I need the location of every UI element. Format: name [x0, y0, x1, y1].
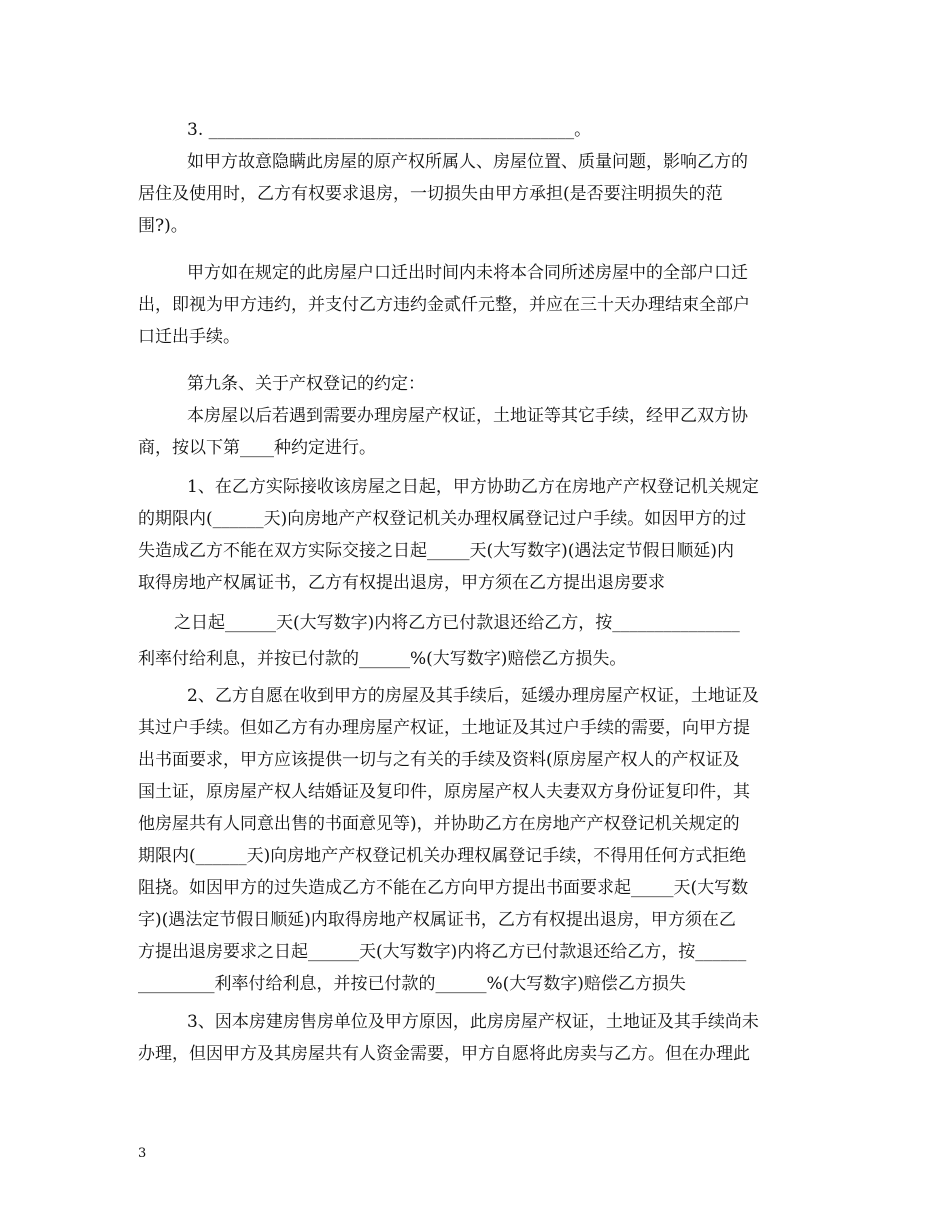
text-line: _________利率付给利息，并按已付款的______%(大写数字)赔偿乙方损失: [138, 974, 686, 994]
text-line: 口迁出手续。: [138, 327, 240, 347]
text-line: 居住及使用时，乙方有权要求退房，一切损失由甲方承担(是否要注明损失的范: [138, 184, 723, 204]
text-line: 期限内(______天)向房地产产权登记机关办理权属登记手续，不得用任何方式拒绝: [138, 846, 747, 866]
page-number: 3: [138, 1146, 147, 1161]
text-line: 甲方如在规定的此房屋户口迁出时间内未将本合同所述房屋中的全部户口迁: [187, 263, 748, 283]
text-line: 办理，但因甲方及其房屋共有人资金需要，甲方自愿将此房卖与乙方。但在办理此: [138, 1044, 750, 1064]
text-line: 第九条、关于产权登记的约定：: [187, 374, 425, 394]
text-line: 3. ___________________________________________。: [187, 120, 592, 140]
text-line: 围?)。: [138, 216, 188, 236]
text-line: 取得房地产权属证书，乙方有权提出退房，甲方须在乙方提出退房要求: [138, 573, 665, 593]
text-line: 之日起______天(大写数字)内将乙方已付款退还给乙方，按_______________: [174, 613, 740, 633]
text-line: 方提出退房要求之日起______天(大写数字)内将乙方已付款退还给乙方，按______: [138, 942, 747, 962]
text-line: 利率付给利息，并按已付款的______%(大写数字)赔偿乙方损失。: [138, 649, 627, 669]
text-line: 商，按以下第____种约定进行。: [138, 438, 376, 458]
text-line: 如甲方故意隐瞒此房屋的原产权所属人、房屋位置、质量问题，影响乙方的: [187, 152, 748, 172]
text-line: 1、在乙方实际接收该房屋之日起，甲方协助乙方在房地产产权登记机关规定: [187, 477, 759, 497]
text-line: 的期限内(______天)向房地产产权登记机关办理权属登记过户手续。如因甲方的过: [138, 509, 747, 529]
text-line: 失造成乙方不能在双方实际交接之日起_____天(大写数字)(遇法定节假日顺延)内: [138, 541, 735, 561]
text-line: 他房屋共有人同意出售的书面意见等)，并协助乙方在房地产产权登记机关规定的: [138, 814, 740, 834]
text-line: 本房屋以后若遇到需要办理房屋产权证，土地证等其它手续，经甲乙双方协: [187, 406, 748, 426]
text-line: 字)(遇法定节假日顺延)内取得房地产权属证书，乙方有权提出退房，甲方须在乙: [138, 910, 736, 930]
text-line: 其过户手续。但如乙方有办理房屋产权证，土地证及其过户手续的需要，向甲方提: [138, 718, 750, 738]
text-line: 2、乙方自愿在收到甲方的房屋及其手续后，延缓办理房屋产权证，土地证及: [187, 686, 759, 706]
text-line: 出，即视为甲方违约，并支付乙方违约金贰仟元整，并应在三十天办理结束全部户: [138, 295, 750, 315]
text-line: 3、因本房建房售房单位及甲方原因，此房房屋产权证，土地证及其手续尚未: [187, 1012, 759, 1032]
text-line: 出书面要求，甲方应该提供一切与之有关的手续及资料(原房屋产权人的产权证及: [138, 750, 740, 770]
text-line: 阻挠。如因甲方的过失造成乙方不能在乙方向甲方提出书面要求起_____天(大写数: [138, 878, 749, 898]
text-line: 国土证，原房屋产权人结婚证及复印件，原房屋产权人夫妻双方身份证复印件，其: [138, 782, 750, 802]
